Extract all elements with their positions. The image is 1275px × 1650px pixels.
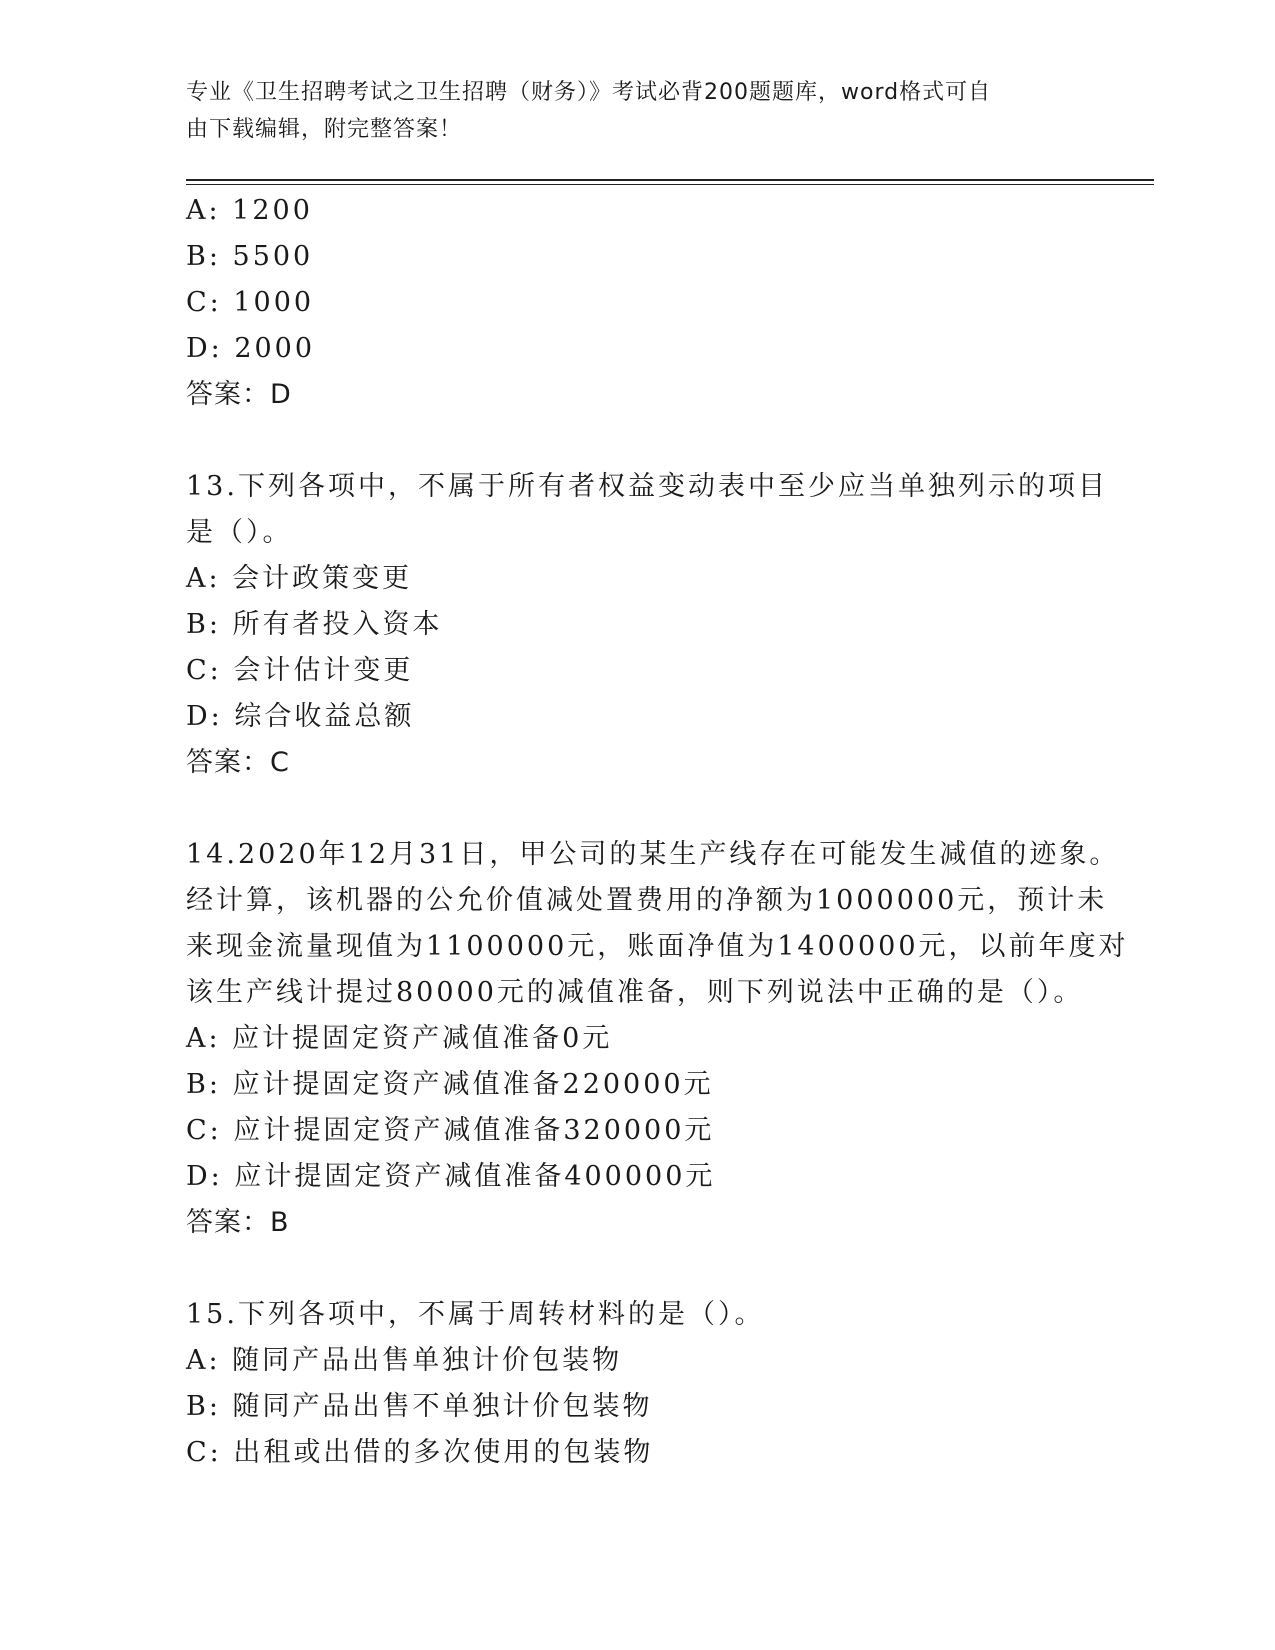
q13-answer: 答案：C (186, 747, 290, 778)
q13-text-line-2: 是（）。 (186, 517, 293, 548)
q14-option-b: B: 应计提固定资产减值准备220000元 (186, 1069, 714, 1100)
q12-answer: 答案：D (186, 379, 292, 410)
q15-option-a: A: 随同产品出售单独计价包装物 (186, 1345, 623, 1376)
q14-answer: 答案：B (186, 1207, 290, 1238)
q14-text-line-2: 经计算，该机器的公允价值减处置费用的净额为1000000元，预计未 (186, 885, 1108, 916)
q13-option-c: C: 会计估计变更 (186, 655, 414, 686)
q12-option-c: C: 1000 (186, 287, 315, 318)
q15-option-b: B: 随同产品出售不单独计价包装物 (186, 1391, 653, 1422)
question-15-block (186, 1292, 1086, 1476)
q14-option-c: C: 应计提固定资产减值准备320000元 (186, 1115, 715, 1146)
question-14-block (186, 832, 1129, 1246)
q13-option-d: D: 综合收益总额 (186, 701, 415, 732)
header-line-2: 由下载编辑，附完整答案！ (186, 117, 463, 142)
question-13-block (186, 464, 1108, 786)
spacer (186, 418, 1086, 464)
q15-option-c: C: 出租或出借的多次使用的包装物 (186, 1437, 654, 1468)
q14-text-line-3: 来现金流量现值为1100000元，账面净值为1400000元，以前年度对 (186, 931, 1129, 962)
header-line-1: 专业《卫生招聘考试之卫生招聘（财务）》考试必背200题题库，word格式可自 (186, 80, 992, 105)
q12-option-b: B: 5500 (186, 241, 314, 272)
q12-option-a: A: 1200 (186, 195, 313, 226)
spacer (186, 786, 1086, 832)
q13-text-line-1: 13.下列各项中，不属于所有者权益变动表中至少应当单独列示的项目 (186, 471, 1108, 502)
q14-text-line-4: 该生产线计提过80000元的减值准备，则下列说法中正确的是（）。 (186, 977, 1084, 1008)
spacer (186, 1246, 1086, 1292)
q15-text-line-1: 15.下列各项中，不属于周转材料的是（）。 (186, 1299, 765, 1330)
q14-text-line-1: 14.2020年12月31日，甲公司的某生产线存在可能发生减值的迹象。 (186, 839, 1120, 870)
header-rule-thick (186, 179, 1154, 181)
document-header (186, 74, 1086, 148)
q13-option-a: A: 会计政策变更 (186, 563, 413, 594)
q14-option-a: A: 应计提固定资产减值准备0元 (186, 1023, 613, 1054)
question-12-block (186, 188, 1086, 418)
q13-option-b: B: 所有者投入资本 (186, 609, 443, 640)
q14-option-d: D: 应计提固定资产减值准备400000元 (186, 1161, 716, 1192)
header-rule-thin (186, 184, 1154, 185)
q12-option-d: D: 2000 (186, 333, 316, 364)
question-content (186, 188, 1129, 1476)
